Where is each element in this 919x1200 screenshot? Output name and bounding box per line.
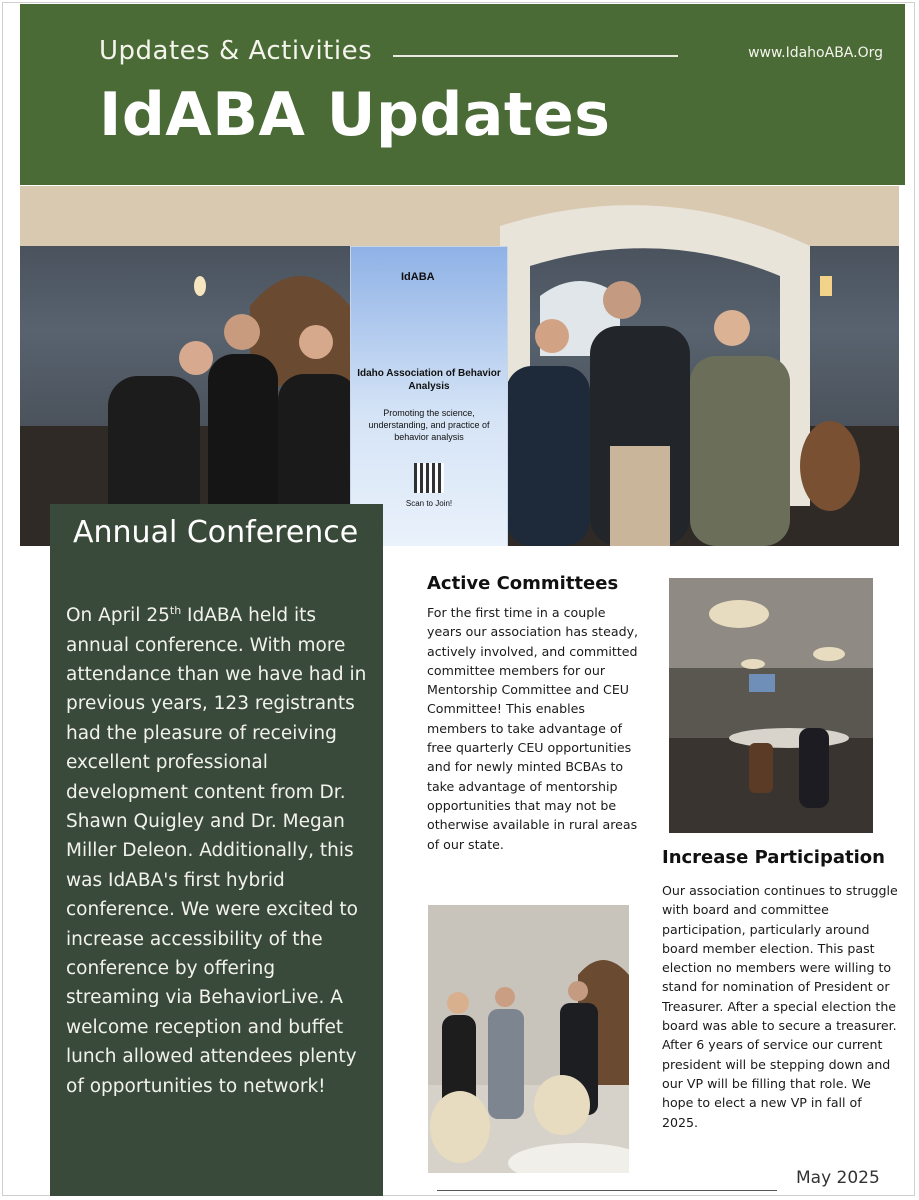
banner-org-name: Idaho Association of Behavior Analysis [357,368,501,392]
header-rule [393,55,678,57]
reception-photo-scene [428,905,629,1173]
increase-participation-title: Increase Participation [662,847,885,868]
increase-participation-body: Our association continues to struggle with board and committee participation, particularly around board member election. This past election no members were willing to stand for nomination of President or Treasurer. After a special election the board was able to secure a treasurer. After 6 years of service our current president will be stepping down and our VP will be filling that role. We hope to elect a new VP in fall of 2025. [662,883,898,1130]
conf-body-sup: th [169,604,182,617]
conf-body-rest: IdABA held its annual conference. With more attendance than we have had in previous years, 123 registrants had the pleasure of receiving excellent professional development content from Dr. Shawn Quigley and Dr. Megan Miller Deleon. Additionally, this was IdABA's first hybrid conference. We were excited to increase accessibility of the conference by offering streaming via BehaviorLive. A welcome reception and buffet lunch allowed attendees plenty of opportunities to network! [66,605,367,1097]
header-banner [20,4,905,185]
conf-body-start: On April 25 [66,605,170,627]
header-title: IdABA Updates [99,80,611,150]
active-committees-body: For the first time in a couple years our association has steady, actively involved, and committed committee members for our Mentorship Committee and CEU Committee! This enables members to take advantage of free quarterly CEU opportunities and for newly minted BCBAs to take advantage of mentorship opportunities that may not be otherwise available in rural areas of our state. [427,605,639,852]
annual-conference-box [50,504,383,1196]
annual-conference-body [66,596,372,1101]
hero-photo [20,186,899,546]
ballroom-photo-scene [669,578,873,833]
header-subtitle: Updates & Activities [99,36,373,66]
active-committees-title: Active Committees [427,573,619,594]
header-url[interactable]: www.IdahoABA.Org [748,45,883,61]
ballroom-photo [669,578,873,833]
banner-tagline: Promoting the science, understanding, and practice of behavior analysis [368,408,490,442]
org-rollup-banner [350,246,508,546]
banner-logo: IdABA [401,271,435,283]
footer-date: May 2025 [796,1168,880,1188]
qr-code-icon [414,463,444,493]
reception-photo [428,905,629,1173]
annual-conference-title: Annual Conference [73,515,359,550]
banner-scan-text: Scan to Join! [405,499,453,508]
footer-rule [437,1190,777,1191]
